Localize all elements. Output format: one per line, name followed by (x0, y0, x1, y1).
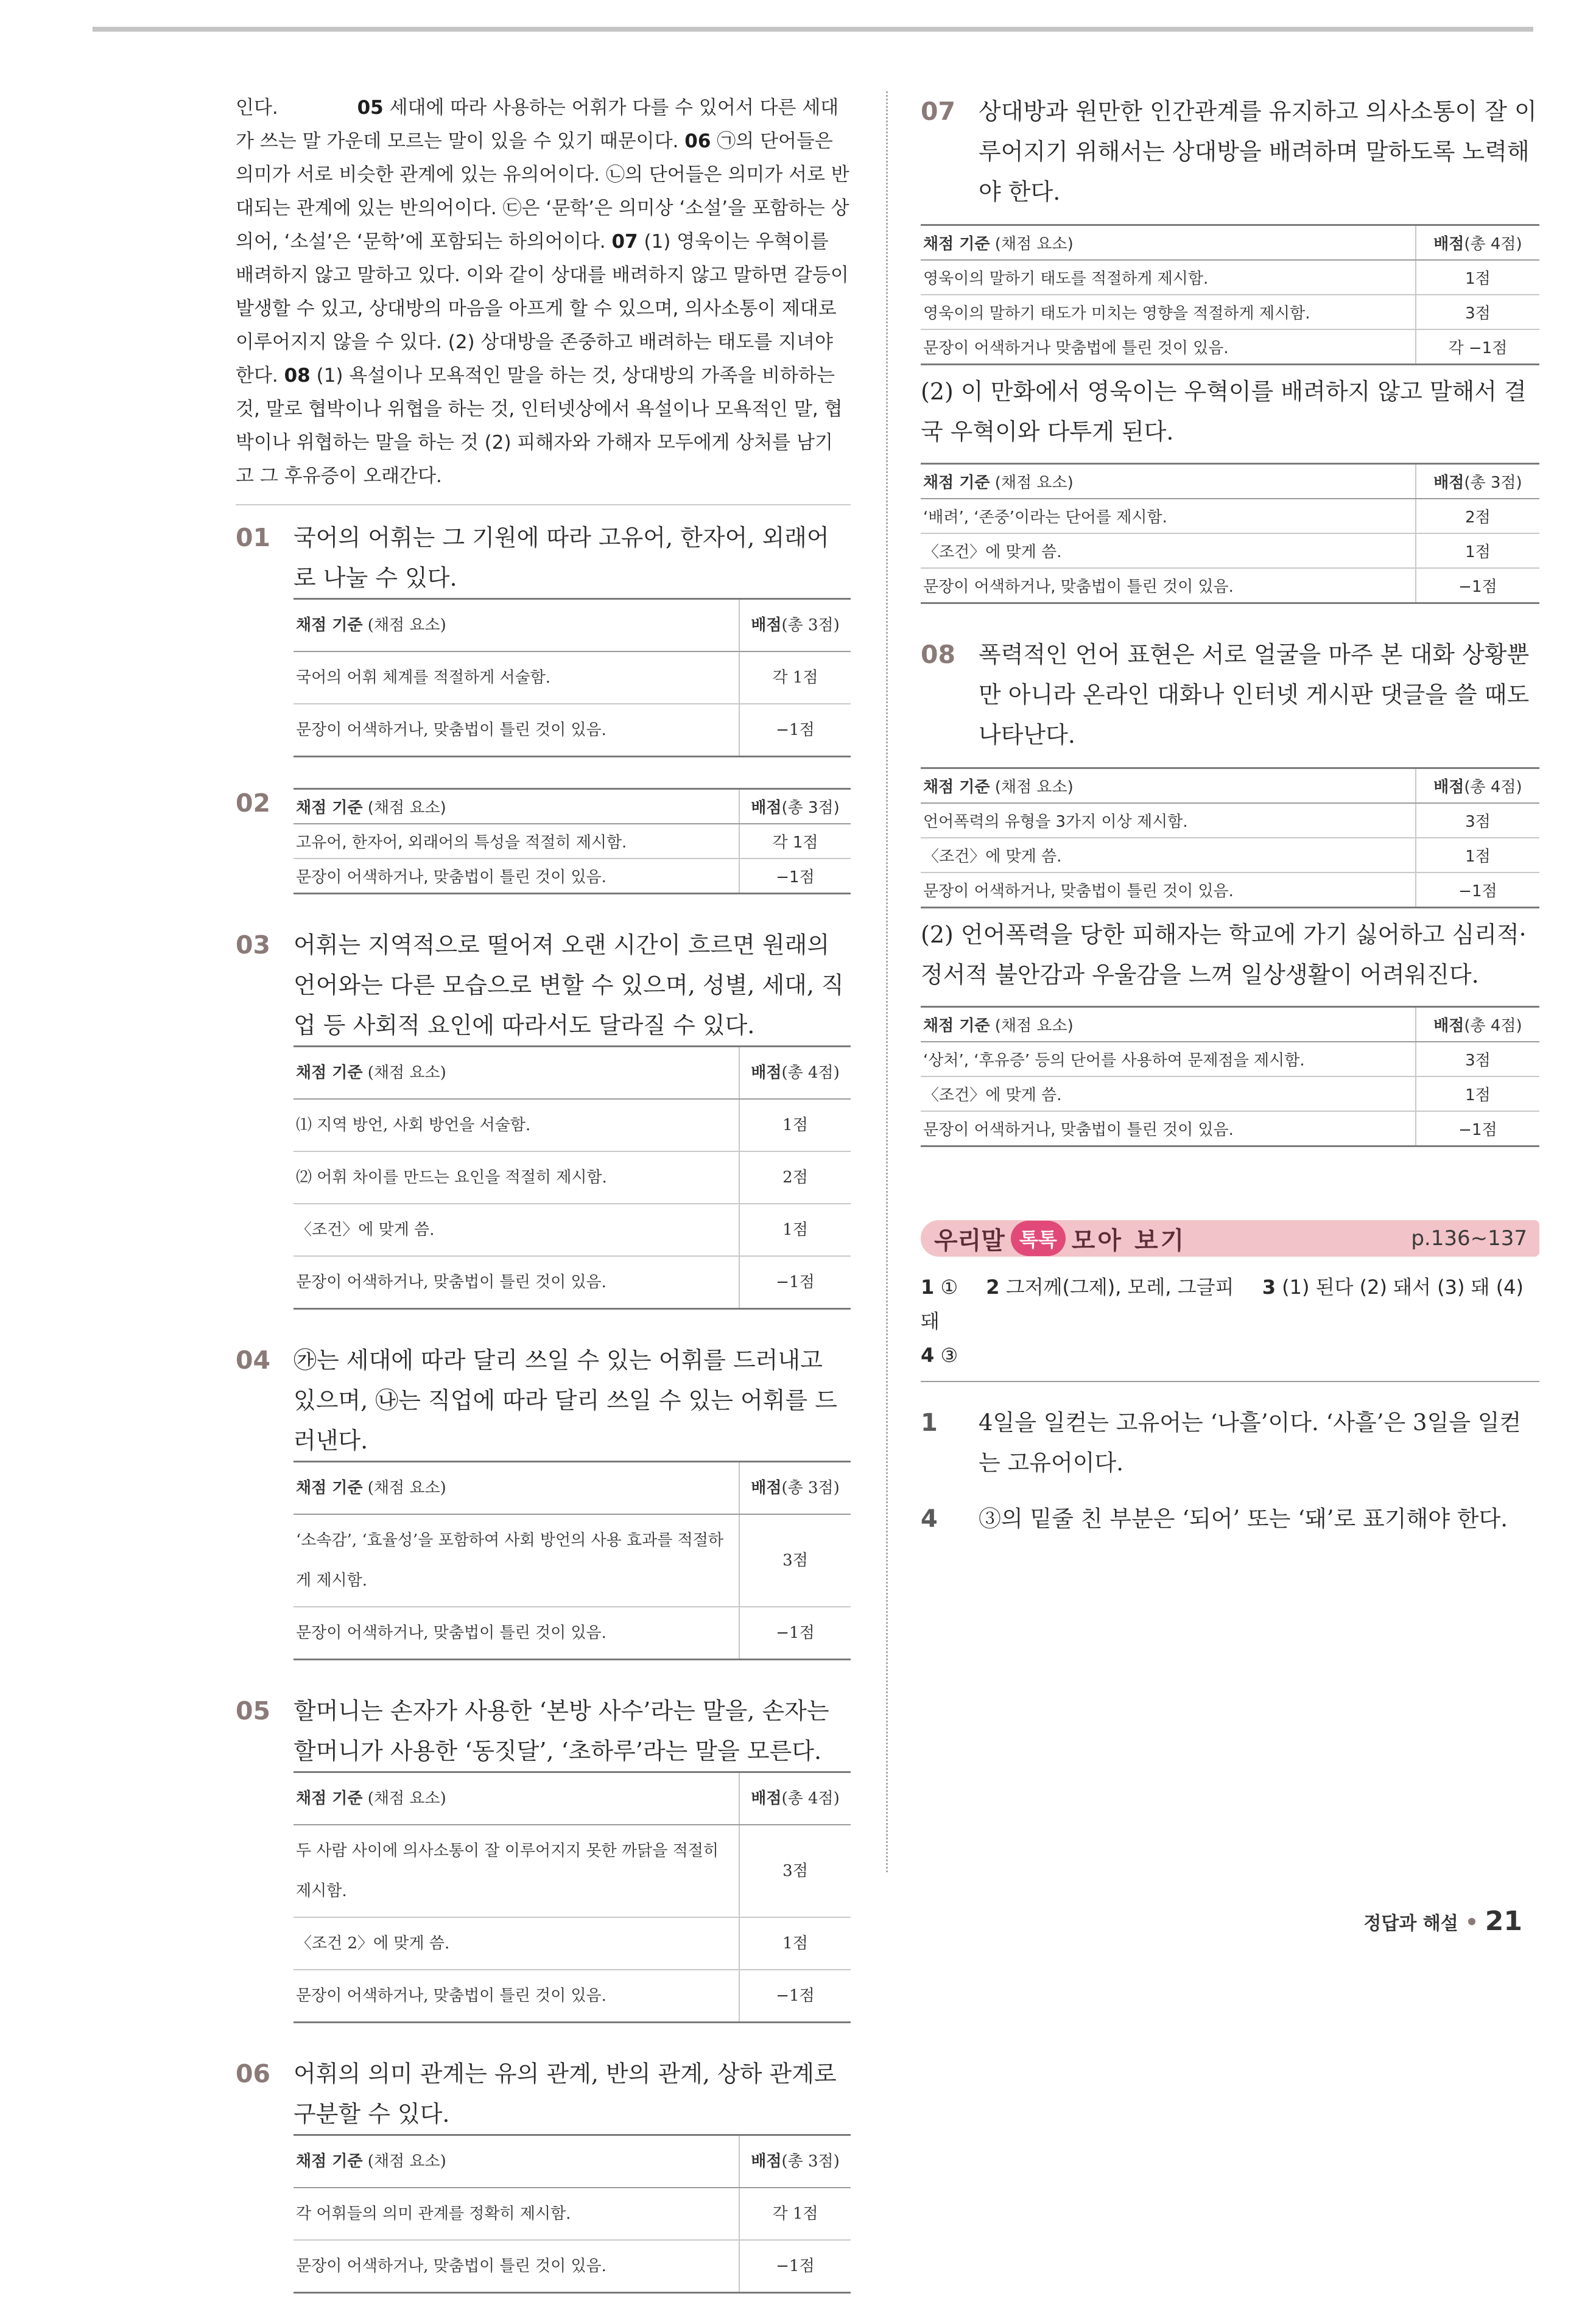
scoring-table: 채점 기준 (채점 요소) 배점(총 4점) 영욱이의 말하기 태도를 적절하게 제시함. 1점 영욱이의 말하기 태도가 미치는 영향을 적절하게 제시함. 3점 문장이 어색하거나 맞춤법에 틀린 것이 있음. 각 −1점 (921, 224, 1539, 365)
scoring-table: 채점 기준 (채점 요소) 배점(총 4점) ‘상처’, ‘후유증’ 등의 단어를 사용하여 문제점을 제시함. 3점 〈조건〉에 맞게 씀. 1점 문장이 어색하거나, 맞춤법이 틀린 것이 있음. −1점 (921, 1006, 1539, 1147)
question-06 (236, 2054, 851, 2294)
intro-num-05: 05 (357, 97, 384, 119)
scoring-table: 채점 기준 (채점 요소) 배점(총 4점) 언어폭력의 유형을 3가지 이상 제시함. 3점 〈조건〉에 맞게 씀. 1점 문장이 어색하거나, 맞춤법이 틀린 것이 있음. −1점 (921, 767, 1539, 908)
explanation-number: 4 (921, 1505, 938, 1533)
top-rule (93, 27, 1533, 32)
explanation-text: 4일을 일컫는 고유어는 ‘나흘’이다. ‘사흘’은 3일을 일컫는 고유어이다. (979, 1409, 1522, 1476)
intro-answers (236, 91, 851, 493)
scoring-table: 채점 기준 (채점 요소) 배점(총 4점) 두 사람 사이에 의사소통이 잘 이루어지지 못한 까닭을 적절히 제시함. 3점 〈조건 2〉에 맞게 씀. 1점 문장이 어색하거나, 맞춤법이 틀린 것이 있음. −1점 (294, 1771, 851, 2023)
intro-num-07: 07 (611, 231, 638, 253)
table-row: 문장이 어색하거나, 맞춤법이 틀린 것이 있음. −1점 (294, 1970, 851, 2023)
table-row: 문장이 어색하거나, 맞춤법이 틀린 것이 있음. −1점 (294, 2240, 851, 2293)
question-text-part2: (2) 언어폭력을 당한 피해자는 학교에 가기 싫어하고 심리적·정서적 불안감과 우울감을 느껴 일상생활이 어려워진다. (921, 921, 1527, 988)
right-column (921, 91, 1539, 1555)
question-number: 02 (236, 788, 271, 818)
table-row: 각 어휘들의 의미 관계를 정확히 제시함. 각 1점 (294, 2188, 851, 2240)
explanation-text: ③의 밑줄 친 부분은 ‘되어’ 또는 ‘돼’로 표기해야 한다. (979, 1506, 1508, 1532)
table-row: 문장이 어색하거나, 맞춤법이 틀린 것이 있음. −1점 (294, 1607, 851, 1660)
table-row: 문장이 어색하거나, 맞춤법이 틀린 것이 있음. −1점 (921, 872, 1539, 908)
explanation-4 (921, 1499, 1539, 1539)
question-04 (236, 1340, 851, 1660)
intro-text-07: (1) 영욱이는 우혁이를 배려하지 않고 말하고 있다. 이와 같이 상대를 배려하지 않고 말하면 갈등이 발생할 수 있고, 상대방의 마음을 아프게 할 수 있으며, 의사소통이 제대로 이루어지지 않을 수 있다. (2) 상대방을 존중하고 배려하는 태도를 지녀야 한다. (236, 231, 849, 387)
page-footer (1363, 1906, 1522, 1937)
table-row: 국어의 어휘 체계를 적절하게 서술함. 각 1점 (294, 651, 851, 704)
intro-num-06: 06 (684, 130, 711, 152)
table-row: ⑴ 지역 방언, 사회 방언을 서술함. 1점 (294, 1099, 851, 1151)
left-column (236, 91, 851, 2324)
question-01 (236, 518, 851, 757)
table-row: 영욱이의 말하기 태도를 적절하게 제시함. 1점 (921, 260, 1539, 295)
question-08 (921, 634, 1539, 1147)
intro-text-06: ㉠의 단어들은 의미가 서로 비슷한 관계에 있는 유의어이다. ㉡의 단어들은 의미가 서로 반대되는 관계에 있는 반의어이다. ㉢은 ‘문학’은 의미상 ‘소설’을 포함하는 상의어, ‘소설’은 ‘문학’에 포함되는 하의어이다. (236, 130, 849, 253)
explanation-1 (921, 1403, 1539, 1483)
table-row: 문장이 어색하거나, 맞춤법이 틀린 것이 있음. −1점 (294, 858, 851, 894)
page-number: 21 (1485, 1906, 1522, 1937)
table-row: 두 사람 사이에 의사소통이 잘 이루어지지 못한 까닭을 적절히 제시함. 3점 (294, 1825, 851, 1917)
intro-text-08: (1) 욕설이나 모욕적인 말을 하는 것, 상대방의 가족을 비하하는 것, 말로 협박이나 위협을 하는 것, 인터넷상에서 욕설이나 모욕적인 말, 협박이나 위협하는 말을 하는 것 (2) 피해자와 가해자 모두에게 상처를 남기고 그 후유증이 오래간다. (236, 365, 843, 487)
banner-badge: 톡톡 (1011, 1221, 1066, 1256)
table-row: 영욱이의 말하기 태도가 미치는 영향을 적절하게 제시함. 3점 (921, 295, 1539, 329)
section-separator (236, 504, 851, 505)
question-text: 국어의 어휘는 그 기원에 따라 고유어, 한자어, 외래어로 나눌 수 있다. (294, 524, 829, 591)
question-text: 폭력적인 언어 표현은 서로 얼굴을 마주 본 대화 상황뿐만 아니라 온라인 대화나 인터넷 게시판 댓글을 쓸 때도 나타난다. (979, 641, 1530, 748)
table-row: 〈조건〉에 맞게 씀. 1점 (921, 838, 1539, 872)
scoring-table: 채점 기준 (채점 요소) 배점(총 3점) ‘배려’, ‘존중’이라는 단어를 제시함. 2점 〈조건〉에 맞게 씀. 1점 문장이 어색하거나, 맞춤법이 틀린 것이 있음. −1점 (921, 463, 1539, 604)
table-row: ‘소속감’, ‘효율성’을 포함하여 사회 방언의 사용 효과를 적절하게 제시함. 3점 (294, 1514, 851, 1607)
question-05 (236, 1691, 851, 2023)
column-divider (886, 91, 888, 1872)
table-row: 문장이 어색하거나, 맞춤법이 틀린 것이 있음. −1점 (921, 568, 1539, 603)
question-number: 04 (236, 1346, 271, 1375)
intro-num-08: 08 (284, 365, 311, 387)
intro-text-05: 세대에 따라 사용하는 어휘가 다를 수 있어서 다른 세대가 쓰는 말 가운데 모르는 말이 있을 수 있기 때문이다. (236, 97, 839, 152)
question-text: 할머니는 손자가 사용한 ‘본방 사수’라는 말을, 손자는 할머니가 사용한 ‘동짓달’, ‘초하루’라는 말을 모른다. (294, 1697, 829, 1764)
intro-text-1: 인다. (236, 97, 278, 119)
table-row: 문장이 어색하거나, 맞춤법이 틀린 것이 있음. −1점 (294, 1256, 851, 1309)
question-number: 01 (236, 523, 271, 552)
question-text: ㉮는 세대에 따라 달리 쓰일 수 있는 어휘를 드러내고 있으며, ㉯는 직업에 따라 달리 쓰일 수 있는 어휘를 드러낸다. (294, 1347, 837, 1454)
question-text-part2: (2) 이 만화에서 영욱이는 우혁이를 배려하지 않고 말해서 결국 우혁이와 다투게 된다. (921, 378, 1527, 445)
banner-title: 우리말 (934, 1226, 1005, 1255)
footer-label: 정답과 해설 (1363, 1912, 1458, 1934)
table-row: 〈조건〉에 맞게 씀. 1점 (921, 533, 1539, 568)
table-row: ‘상처’, ‘후유증’ 등의 단어를 사용하여 문제점을 제시함. 3점 (921, 1042, 1539, 1076)
table-row: 〈조건 2〉에 맞게 씀. 1점 (294, 1917, 851, 1970)
question-02 (236, 788, 851, 894)
question-number: 05 (236, 1696, 271, 1725)
section-banner (921, 1220, 1539, 1257)
answer-separator (921, 1381, 1539, 1382)
question-03 (236, 925, 851, 1310)
table-row: 〈조건〉에 맞게 씀. 1점 (294, 1204, 851, 1256)
table-row: ‘배려’, ‘존중’이라는 단어를 제시함. 2점 (921, 499, 1539, 533)
explanation-number: 1 (921, 1409, 938, 1437)
bullet-icon (1468, 1918, 1475, 1925)
question-text: 어휘의 의미 관계는 유의 관계, 반의 관계, 상하 관계로 구분할 수 있다. (294, 2060, 837, 2127)
question-number: 06 (236, 2059, 271, 2088)
question-text: 상대방과 원만한 인간관계를 유지하고 의사소통이 잘 이루어지기 위해서는 상대방을 배려하며 말하도록 노력해야 한다. (979, 98, 1537, 205)
table-row: ⑵ 어휘 차이를 만드는 요인을 적절히 제시함. 2점 (294, 1151, 851, 1204)
question-07 (921, 91, 1539, 604)
answer-summary: 1 ① 2 그저께(그제), 모레, 그글피 3 (1) 된다 (2) 돼서 (3) 돼 (4) 돼 4 ③ (921, 1276, 1524, 1367)
table-row: 언어폭력의 유형을 3가지 이상 제시함. 3점 (921, 803, 1539, 838)
question-number: 07 (921, 97, 956, 126)
question-number: 03 (236, 930, 271, 960)
question-number: 08 (921, 640, 956, 669)
banner-page-ref: p.136~137 (1411, 1226, 1527, 1251)
table-row: 고유어, 한자어, 외래어의 특성을 적절히 제시함. 각 1점 (294, 824, 851, 858)
scoring-table: 채점 기준 (채점 요소) 배점(총 3점) 국어의 어휘 체계를 적절하게 서술함. 각 1점 문장이 어색하거나, 맞춤법이 틀린 것이 있음. −1점 (294, 598, 851, 757)
banner-subtitle: 모아 보기 (1071, 1226, 1187, 1255)
table-row: 문장이 어색하거나, 맞춤법이 틀린 것이 있음. −1점 (294, 704, 851, 757)
scoring-table: 채점 기준 (채점 요소) 배점(총 4점) ⑴ 지역 방언, 사회 방언을 서술함. 1점 ⑵ 어휘 차이를 만드는 요인을 적절히 제시함. 2점 〈조건〉에 맞게 씀. 1점 문장이 어색하거나, 맞춤법이 틀린 것이 있음. −1점 (294, 1045, 851, 1310)
scoring-table: 채점 기준 (채점 요소) 배점(총 3점) 각 어휘들의 의미 관계를 정확히 제시함. 각 1점 문장이 어색하거나, 맞춤법이 틀린 것이 있음. −1점 (294, 2134, 851, 2294)
table-row: 문장이 어색하거나 맞춤법에 틀린 것이 있음. 각 −1점 (921, 329, 1539, 365)
scoring-table: 채점 기준 (채점 요소) 배점(총 3점) ‘소속감’, ‘효율성’을 포함하여 사회 방언의 사용 효과를 적절하게 제시함. 3점 문장이 어색하거나, 맞춤법이 틀린 것이 있음. −1점 (294, 1461, 851, 1660)
scoring-table: 채점 기준 (채점 요소) 배점(총 3점) 고유어, 한자어, 외래어의 특성을 적절히 제시함. 각 1점 문장이 어색하거나, 맞춤법이 틀린 것이 있음. −1점 (294, 788, 851, 894)
table-row: 문장이 어색하거나, 맞춤법이 틀린 것이 있음. −1점 (921, 1111, 1539, 1146)
question-text: 어휘는 지역적으로 떨어져 오랜 시간이 흐르면 원래의 언어와는 다른 모습으로 변할 수 있으며, 성별, 세대, 직업 등 사회적 요인에 따라서도 달라질 수 있다. (294, 932, 844, 1039)
table-row: 〈조건〉에 맞게 씀. 1점 (921, 1076, 1539, 1111)
